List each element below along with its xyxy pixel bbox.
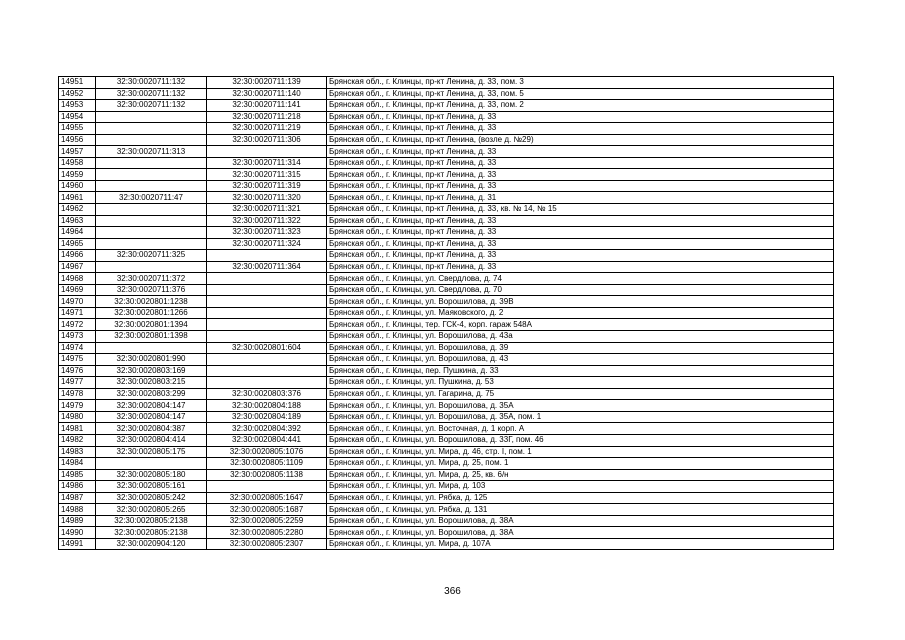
- row-number-cell: 14979: [59, 400, 96, 412]
- row-number-cell: 14955: [59, 123, 96, 135]
- row-number-cell: 14957: [59, 146, 96, 158]
- row-number-cell: 14990: [59, 527, 96, 539]
- cadastral-number-cell: 32:30:0020804:441: [207, 434, 327, 446]
- parent-cadastral-number-cell: [96, 204, 207, 216]
- address-cell: Брянская обл., г. Клинцы, пр-кт Ленина, д. 33: [327, 169, 834, 181]
- parent-cadastral-number-cell: 32:30:0020805:242: [96, 492, 207, 504]
- row-number-cell: 14956: [59, 134, 96, 146]
- cadastral-number-cell: 32:30:0020711:321: [207, 204, 327, 216]
- address-cell: Брянская обл., г. Клинцы, пр-кт Ленина, д. 33: [327, 157, 834, 169]
- row-number-cell: 14954: [59, 111, 96, 123]
- address-cell: Брянская обл., г. Клинцы, ул. Маяковского, д. 2: [327, 307, 834, 319]
- table-row: [59, 215, 834, 227]
- row-number-cell: 14981: [59, 423, 96, 435]
- table-row: [59, 423, 834, 435]
- table-row: [59, 388, 834, 400]
- cadastral-number-cell: 32:30:0020711:306: [207, 134, 327, 146]
- address-cell: Брянская обл., г. Клинцы, ул. Ворошилова, д. 43: [327, 354, 834, 366]
- cadastral-number-cell: [207, 146, 327, 158]
- address-cell: Брянская обл., г. Клинцы, ул. Свердлова, д. 70: [327, 284, 834, 296]
- row-number-cell: 14952: [59, 88, 96, 100]
- cadastral-number-cell: [207, 296, 327, 308]
- table-row: [59, 307, 834, 319]
- row-number-cell: 14963: [59, 215, 96, 227]
- address-cell: Брянская обл., г. Клинцы, ул. Мира, д. 103: [327, 481, 834, 493]
- parent-cadastral-number-cell: 32:30:0020805:161: [96, 481, 207, 493]
- cadastral-number-cell: 32:30:0020805:1687: [207, 504, 327, 516]
- cadastral-number-cell: 32:30:0020711:140: [207, 88, 327, 100]
- parent-cadastral-number-cell: 32:30:0020801:1398: [96, 331, 207, 343]
- table-row: [59, 400, 834, 412]
- cadastral-number-cell: 32:30:0020711:218: [207, 111, 327, 123]
- parent-cadastral-number-cell: [96, 134, 207, 146]
- parent-cadastral-number-cell: [96, 215, 207, 227]
- parent-cadastral-number-cell: 32:30:0020805:180: [96, 469, 207, 481]
- row-number-cell: 14985: [59, 469, 96, 481]
- row-number-cell: 14989: [59, 515, 96, 527]
- address-cell: Брянская обл., г. Клинцы, ул. Ворошилова, д. 39В: [327, 296, 834, 308]
- address-cell: Брянская обл., г. Клинцы, пр-кт Ленина, д. 31: [327, 192, 834, 204]
- cadastral-number-cell: 32:30:0020711:315: [207, 169, 327, 181]
- cadastral-number-cell: [207, 481, 327, 493]
- row-number-cell: 14961: [59, 192, 96, 204]
- table-row: [59, 458, 834, 470]
- address-cell: Брянская обл., г. Клинцы, пр-кт Ленина, (возле д. №29): [327, 134, 834, 146]
- row-number-cell: 14951: [59, 77, 96, 89]
- table-row: [59, 469, 834, 481]
- parent-cadastral-number-cell: 32:30:0020804:147: [96, 411, 207, 423]
- table-row: [59, 331, 834, 343]
- row-number-cell: 14971: [59, 307, 96, 319]
- row-number-cell: 14975: [59, 354, 96, 366]
- address-cell: Брянская обл., г. Клинцы, ул. Рябка, д. 125: [327, 492, 834, 504]
- cadastral-number-cell: 32:30:0020805:2259: [207, 515, 327, 527]
- address-cell: Брянская обл., г. Клинцы, пр-кт Ленина, д. 33: [327, 250, 834, 262]
- table-row: [59, 123, 834, 135]
- row-number-cell: 14966: [59, 250, 96, 262]
- parent-cadastral-number-cell: 32:30:0020711:325: [96, 250, 207, 262]
- row-number-cell: 14953: [59, 100, 96, 112]
- cadastral-number-cell: [207, 250, 327, 262]
- parent-cadastral-number-cell: 32:30:0020801:1394: [96, 319, 207, 331]
- row-number-cell: 14964: [59, 227, 96, 239]
- table-row: [59, 538, 834, 550]
- cadastral-number-cell: 32:30:0020805:1647: [207, 492, 327, 504]
- cadastral-number-cell: 32:30:0020805:1109: [207, 458, 327, 470]
- table-row: [59, 157, 834, 169]
- table-row: [59, 227, 834, 239]
- page-number: 366: [444, 586, 461, 597]
- address-cell: Брянская обл., г. Клинцы, пр-кт Ленина, д. 33, пом. 5: [327, 88, 834, 100]
- address-cell: Брянская обл., г. Клинцы, ул. Мира, д. 107А: [327, 538, 834, 550]
- parent-cadastral-number-cell: [96, 261, 207, 273]
- cadastral-number-cell: 32:30:0020803:376: [207, 388, 327, 400]
- cadastral-number-cell: 32:30:0020801:604: [207, 342, 327, 354]
- table-row: [59, 319, 834, 331]
- address-cell: Брянская обл., г. Клинцы, ул. Ворошилова, д. 38А: [327, 527, 834, 539]
- row-number-cell: 14987: [59, 492, 96, 504]
- cadastral-number-cell: 32:30:0020711:139: [207, 77, 327, 89]
- cadastral-number-cell: 32:30:0020711:322: [207, 215, 327, 227]
- parent-cadastral-number-cell: 32:30:0020711:132: [96, 77, 207, 89]
- row-number-cell: 14972: [59, 319, 96, 331]
- table-row: [59, 88, 834, 100]
- cadastral-number-cell: [207, 365, 327, 377]
- parent-cadastral-number-cell: [96, 180, 207, 192]
- address-cell: Брянская обл., г. Клинцы, ул. Рябка, д. 131: [327, 504, 834, 516]
- address-cell: Брянская обл., г. Клинцы, ул. Мира, д. 25, кв. 6/н: [327, 469, 834, 481]
- address-cell: Брянская обл., г. Клинцы, ул. Ворошилова, д. 35А: [327, 400, 834, 412]
- row-number-cell: 14958: [59, 157, 96, 169]
- table-row: [59, 377, 834, 389]
- parent-cadastral-number-cell: 32:30:0020803:215: [96, 377, 207, 389]
- table-row: [59, 180, 834, 192]
- address-cell: Брянская обл., г. Клинцы, ул. Свердлова, д. 74: [327, 273, 834, 285]
- table-row: [59, 446, 834, 458]
- row-number-cell: 14991: [59, 538, 96, 550]
- table-row: [59, 284, 834, 296]
- cadastral-number-cell: [207, 319, 327, 331]
- row-number-cell: 14969: [59, 284, 96, 296]
- cadastral-number-cell: [207, 284, 327, 296]
- parent-cadastral-number-cell: 32:30:0020803:299: [96, 388, 207, 400]
- parent-cadastral-number-cell: [96, 227, 207, 239]
- address-cell: Брянская обл., г. Клинцы, пр-кт Ленина, д. 33, кв. № 14, № 15: [327, 204, 834, 216]
- row-number-cell: 14965: [59, 238, 96, 250]
- address-cell: Брянская обл., г. Клинцы, пр-кт Ленина, д. 33: [327, 215, 834, 227]
- table-row: [59, 515, 834, 527]
- cadastral-number-cell: 32:30:0020711:319: [207, 180, 327, 192]
- row-number-cell: 14962: [59, 204, 96, 216]
- parent-cadastral-number-cell: 32:30:0020711:47: [96, 192, 207, 204]
- table-row: [59, 100, 834, 112]
- table-row: [59, 504, 834, 516]
- table-row: [59, 365, 834, 377]
- cadastral-number-cell: 32:30:0020805:2280: [207, 527, 327, 539]
- table-row: [59, 481, 834, 493]
- address-cell: Брянская обл., г. Клинцы, пр-кт Ленина, д. 33: [327, 238, 834, 250]
- address-cell: Брянская обл., г. Клинцы, пр-кт Ленина, д. 33: [327, 227, 834, 239]
- parent-cadastral-number-cell: 32:30:0020711:372: [96, 273, 207, 285]
- table-row: [59, 342, 834, 354]
- cadastral-number-cell: 32:30:0020711:320: [207, 192, 327, 204]
- row-number-cell: 14982: [59, 434, 96, 446]
- parent-cadastral-number-cell: 32:30:0020804:147: [96, 400, 207, 412]
- cadastral-number-cell: [207, 307, 327, 319]
- address-cell: Брянская обл., г. Клинцы, тер. ГСК-4, корп. гараж 548А: [327, 319, 834, 331]
- row-number-cell: 14959: [59, 169, 96, 181]
- address-cell: Брянская обл., г. Клинцы, ул. Мира, д. 25, пом. 1: [327, 458, 834, 470]
- cadastral-number-cell: [207, 273, 327, 285]
- address-cell: Брянская обл., г. Клинцы, ул. Пушкина, д. 53: [327, 377, 834, 389]
- row-number-cell: 14984: [59, 458, 96, 470]
- address-cell: Брянская обл., г. Клинцы, пер. Пушкина, д. 33: [327, 365, 834, 377]
- table-row: [59, 261, 834, 273]
- row-number-cell: 14974: [59, 342, 96, 354]
- cadastral-number-cell: [207, 377, 327, 389]
- parent-cadastral-number-cell: [96, 342, 207, 354]
- address-cell: Брянская обл., г. Клинцы, ул. Гагарина, д. 75: [327, 388, 834, 400]
- parent-cadastral-number-cell: 32:30:0020711:132: [96, 100, 207, 112]
- table-row: [59, 111, 834, 123]
- row-number-cell: 14968: [59, 273, 96, 285]
- parent-cadastral-number-cell: 32:30:0020711:313: [96, 146, 207, 158]
- table-row: [59, 434, 834, 446]
- parent-cadastral-number-cell: 32:30:0020801:1266: [96, 307, 207, 319]
- table-row: [59, 296, 834, 308]
- row-number-cell: 14980: [59, 411, 96, 423]
- parent-cadastral-number-cell: [96, 169, 207, 181]
- row-number-cell: 14970: [59, 296, 96, 308]
- cadastral-number-cell: 32:30:0020805:1076: [207, 446, 327, 458]
- records-table: [58, 76, 834, 550]
- address-cell: Брянская обл., г. Клинцы, ул. Ворошилова, д. 35А, пом. 1: [327, 411, 834, 423]
- address-cell: Брянская обл., г. Клинцы, ул. Ворошилова, д. 33Г, пом. 46: [327, 434, 834, 446]
- table-row: [59, 250, 834, 262]
- cadastral-number-cell: 32:30:0020711:323: [207, 227, 327, 239]
- row-number-cell: 14976: [59, 365, 96, 377]
- parent-cadastral-number-cell: 32:30:0020711:376: [96, 284, 207, 296]
- address-cell: Брянская обл., г. Клинцы, ул. Ворошилова, д. 38А: [327, 515, 834, 527]
- table-row: [59, 134, 834, 146]
- cadastral-number-cell: 32:30:0020711:314: [207, 157, 327, 169]
- table-row: [59, 273, 834, 285]
- records-table-body: [59, 77, 834, 550]
- parent-cadastral-number-cell: [96, 123, 207, 135]
- parent-cadastral-number-cell: 32:30:0020804:387: [96, 423, 207, 435]
- row-number-cell: 14967: [59, 261, 96, 273]
- parent-cadastral-number-cell: 32:30:0020804:414: [96, 434, 207, 446]
- address-cell: Брянская обл., г. Клинцы, ул. Ворошилова, д. 43а: [327, 331, 834, 343]
- table-row: [59, 77, 834, 89]
- table-row: [59, 204, 834, 216]
- table-row: [59, 169, 834, 181]
- table-row: [59, 492, 834, 504]
- address-cell: Брянская обл., г. Клинцы, пр-кт Ленина, д. 33: [327, 261, 834, 273]
- parent-cadastral-number-cell: 32:30:0020805:265: [96, 504, 207, 516]
- row-number-cell: 14983: [59, 446, 96, 458]
- cadastral-number-cell: 32:30:0020711:141: [207, 100, 327, 112]
- address-cell: Брянская обл., г. Клинцы, ул. Мира, д. 46, стр. I, пом. 1: [327, 446, 834, 458]
- address-cell: Брянская обл., г. Клинцы, пр-кт Ленина, д. 33: [327, 111, 834, 123]
- row-number-cell: 14973: [59, 331, 96, 343]
- row-number-cell: 14988: [59, 504, 96, 516]
- parent-cadastral-number-cell: [96, 111, 207, 123]
- parent-cadastral-number-cell: 32:30:0020805:175: [96, 446, 207, 458]
- address-cell: Брянская обл., г. Клинцы, пр-кт Ленина, д. 33: [327, 123, 834, 135]
- cadastral-number-cell: 32:30:0020711:219: [207, 123, 327, 135]
- address-cell: Брянская обл., г. Клинцы, пр-кт Ленина, д. 33, пом. 2: [327, 100, 834, 112]
- cadastral-number-cell: 32:30:0020804:189: [207, 411, 327, 423]
- row-number-cell: 14960: [59, 180, 96, 192]
- cadastral-number-cell: 32:30:0020804:392: [207, 423, 327, 435]
- table-row: [59, 146, 834, 158]
- table-row: [59, 238, 834, 250]
- parent-cadastral-number-cell: 32:30:0020904:120: [96, 538, 207, 550]
- parent-cadastral-number-cell: 32:30:0020805:2138: [96, 515, 207, 527]
- row-number-cell: 14978: [59, 388, 96, 400]
- parent-cadastral-number-cell: 32:30:0020801:990: [96, 354, 207, 366]
- parent-cadastral-number-cell: [96, 157, 207, 169]
- address-cell: Брянская обл., г. Клинцы, пр-кт Ленина, д. 33, пом. 3: [327, 77, 834, 89]
- parent-cadastral-number-cell: 32:30:0020711:132: [96, 88, 207, 100]
- table-row: [59, 192, 834, 204]
- table-row: [59, 411, 834, 423]
- cadastral-number-cell: [207, 354, 327, 366]
- parent-cadastral-number-cell: [96, 458, 207, 470]
- address-cell: Брянская обл., г. Клинцы, ул. Ворошилова, д. 39: [327, 342, 834, 354]
- cadastral-number-cell: 32:30:0020804:188: [207, 400, 327, 412]
- parent-cadastral-number-cell: [96, 238, 207, 250]
- parent-cadastral-number-cell: 32:30:0020805:2138: [96, 527, 207, 539]
- table-row: [59, 354, 834, 366]
- cadastral-number-cell: 32:30:0020805:2307: [207, 538, 327, 550]
- address-cell: Брянская обл., г. Клинцы, пр-кт Ленина, д. 33: [327, 146, 834, 158]
- address-cell: Брянская обл., г. Клинцы, пр-кт Ленина, д. 33: [327, 180, 834, 192]
- cadastral-number-cell: 32:30:0020711:324: [207, 238, 327, 250]
- cadastral-number-cell: 32:30:0020711:364: [207, 261, 327, 273]
- cadastral-number-cell: 32:30:0020805:1138: [207, 469, 327, 481]
- row-number-cell: 14977: [59, 377, 96, 389]
- row-number-cell: 14986: [59, 481, 96, 493]
- parent-cadastral-number-cell: 32:30:0020801:1238: [96, 296, 207, 308]
- parent-cadastral-number-cell: 32:30:0020803:169: [96, 365, 207, 377]
- cadastral-number-cell: [207, 331, 327, 343]
- address-cell: Брянская обл., г. Клинцы, ул. Восточная, д. 1 корп. А: [327, 423, 834, 435]
- table-row: [59, 527, 834, 539]
